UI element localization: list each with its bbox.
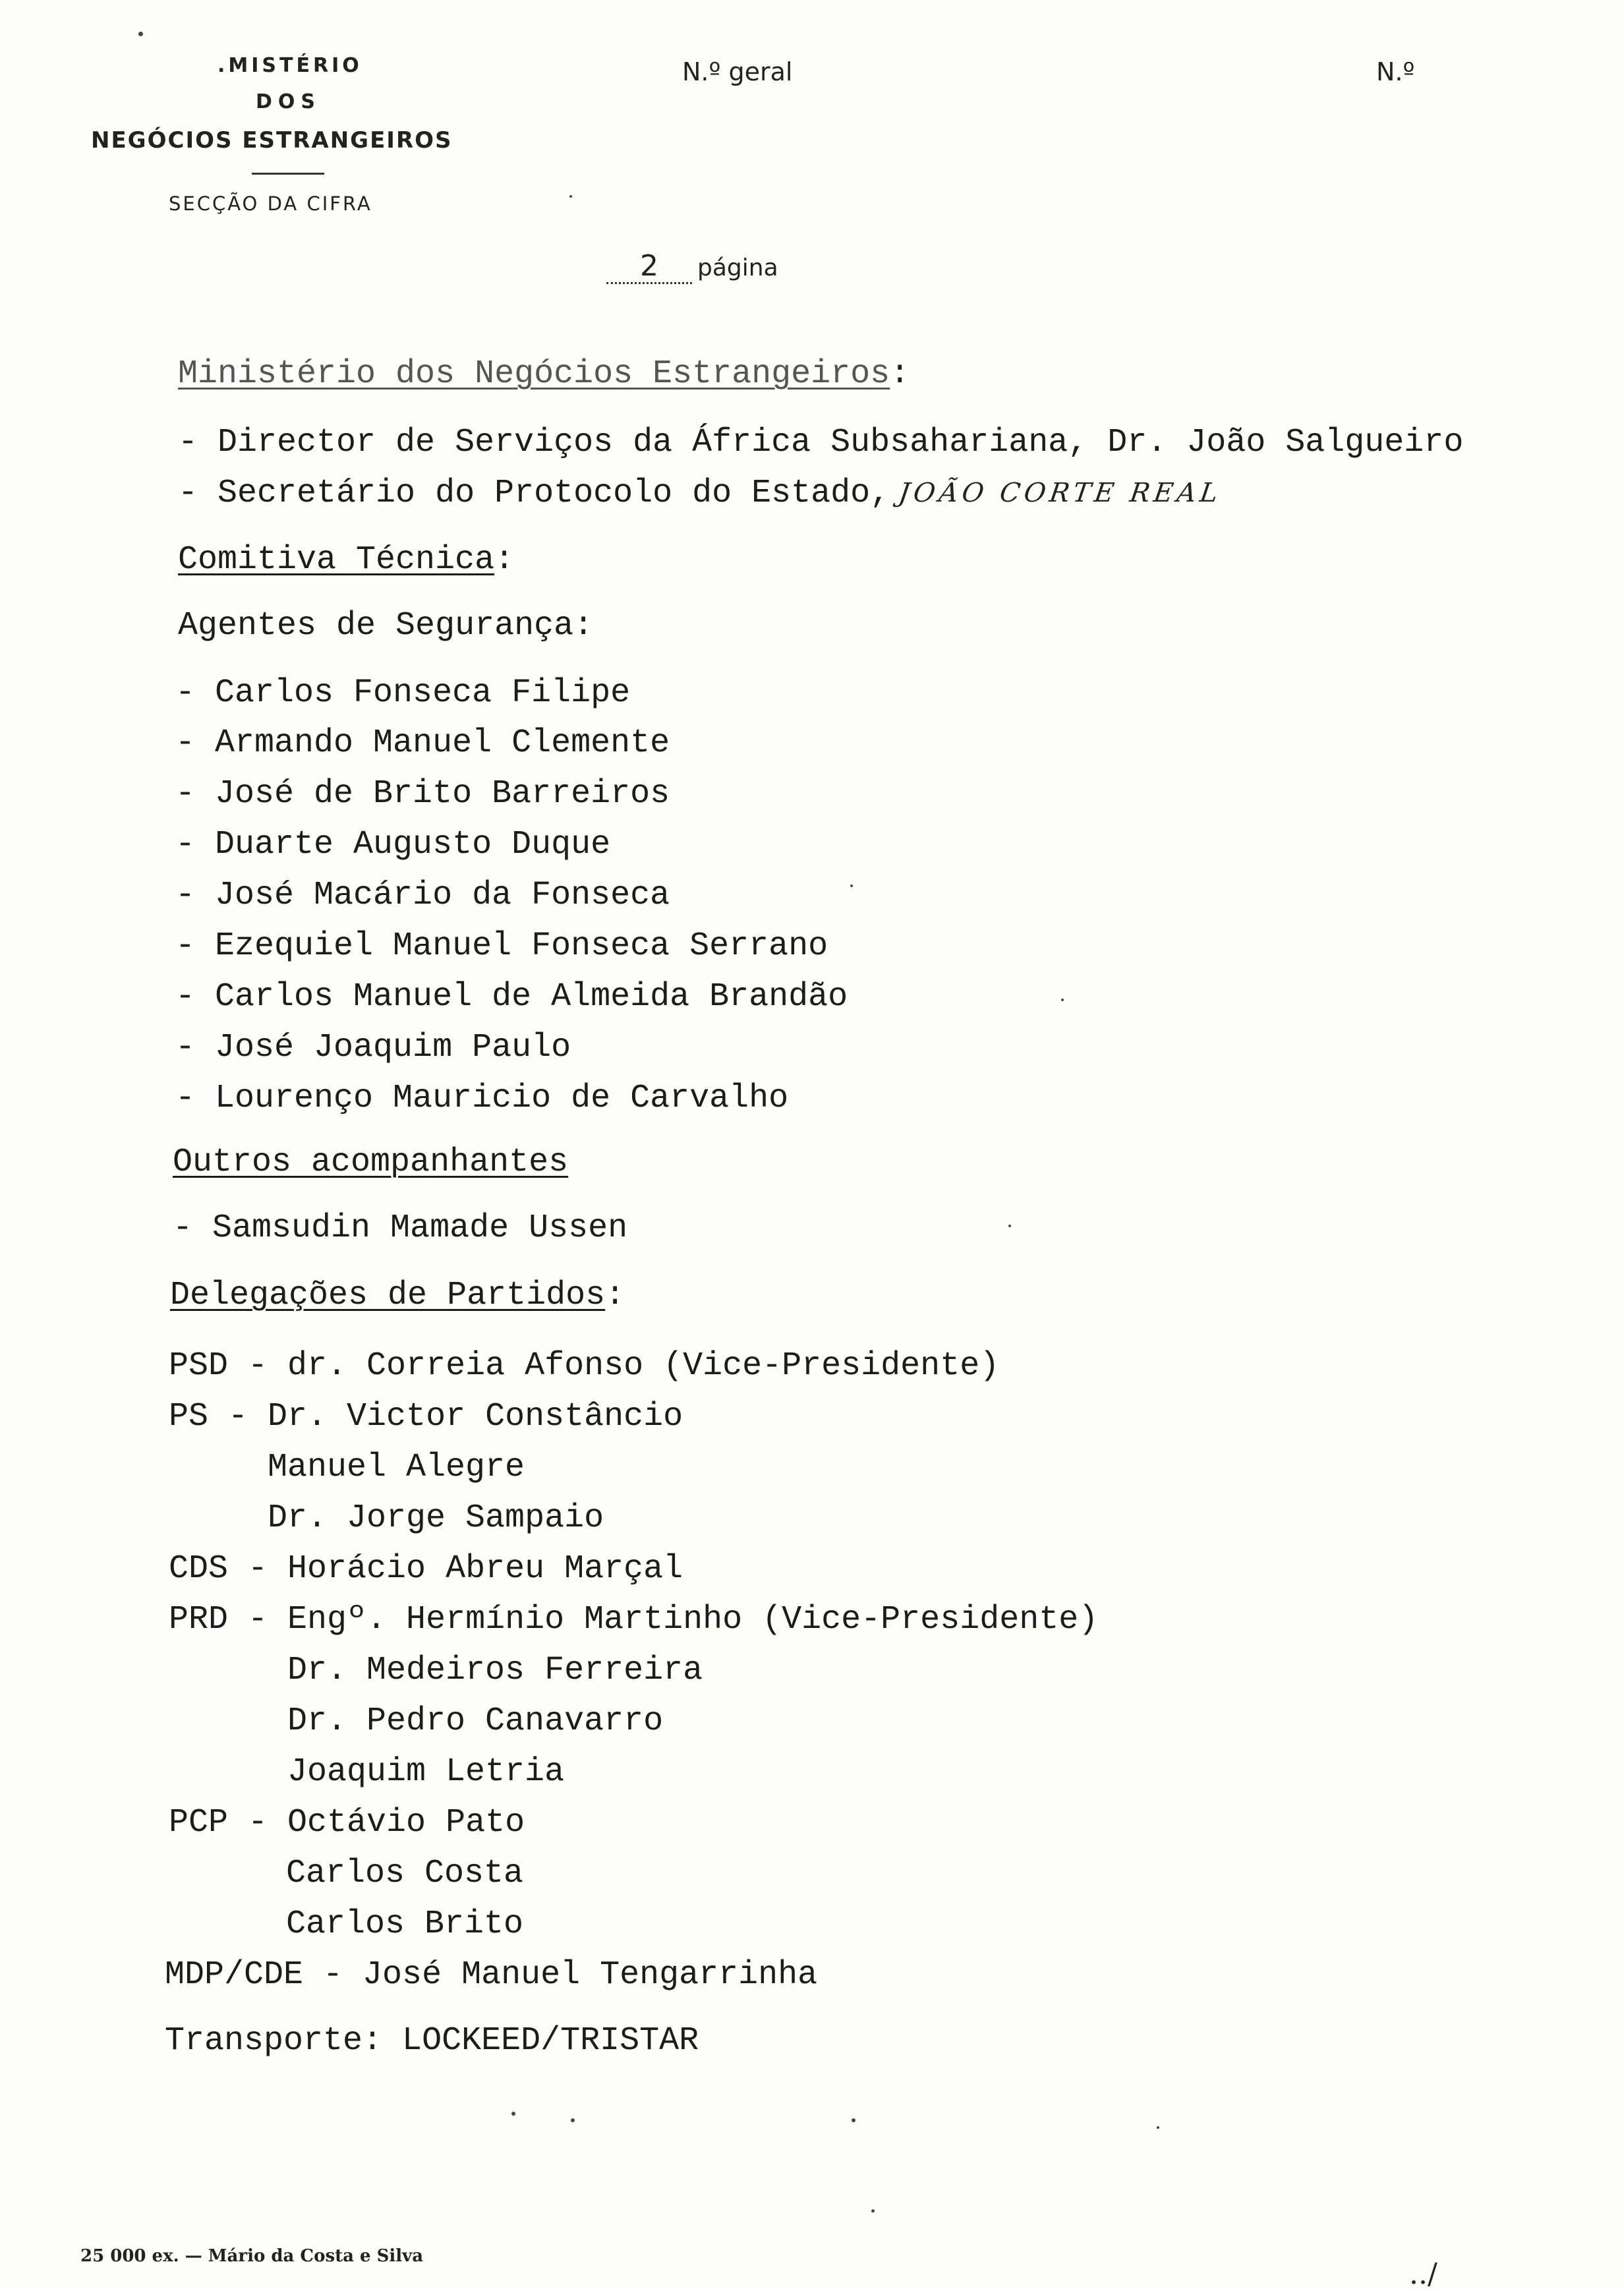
security-heading: Agentes de Segurança: xyxy=(178,607,594,645)
parties-heading-line: Delegações de Partidos: xyxy=(170,1277,625,1314)
letterhead-negocios: NEGÓCIOS ESTRANGEIROS xyxy=(91,127,453,154)
security-agent: - Duarte Augusto Duque xyxy=(175,826,611,863)
security-agent: - José Joaquim Paulo xyxy=(175,1029,571,1066)
scan-speck xyxy=(850,884,853,887)
letterhead-dos: DOS xyxy=(256,90,322,113)
party-line: Carlos Costa xyxy=(286,1855,524,1892)
handwritten-name: JOÃO CORTE REAL xyxy=(896,478,1224,508)
numero-label: N.º xyxy=(1376,57,1415,86)
printer-footer: 25 000 ex. — Mário da Costa e Silva xyxy=(80,2246,424,2266)
party-line: Dr. Jorge Sampaio xyxy=(268,1499,604,1537)
others-heading: Outros acompanhantes xyxy=(173,1144,569,1181)
ministry-member-line xyxy=(178,473,1222,513)
party-line: Dr. Pedro Canavarro xyxy=(287,1702,664,1740)
continuation-mark: ../ xyxy=(1409,2257,1437,2291)
scan-speck xyxy=(1061,999,1064,1001)
scan-speck xyxy=(1008,1225,1011,1227)
numero-geral-label: N.º geral xyxy=(682,57,793,86)
transport-line: Transporte: LOCKEED/TRISTAR xyxy=(165,2022,699,2060)
security-agent: - Carlos Fonseca Filipe xyxy=(175,674,631,712)
others-heading-line xyxy=(173,1143,568,1182)
ministry-heading-line: Ministério dos Negócios Estrangeiros: xyxy=(178,355,910,393)
party-line: MDP/CDE - José Manuel Tengarrinha xyxy=(165,1956,818,1994)
party-line: CDS - Horácio Abreu Marçal xyxy=(169,1550,683,1588)
parties-heading: Delegações de Partidos xyxy=(170,1277,606,1314)
scan-speck xyxy=(852,2118,856,2122)
scan-speck xyxy=(511,2112,515,2116)
scan-speck xyxy=(871,2209,875,2213)
party-line: Carlos Brito xyxy=(286,1905,524,1943)
page-indicator xyxy=(606,250,778,284)
letterhead-rule xyxy=(252,173,324,175)
party-line: Manuel Alegre xyxy=(268,1449,525,1486)
page-number: 2 xyxy=(606,250,692,284)
security-agent: - Carlos Manuel de Almeida Brandão xyxy=(175,978,848,1016)
scan-speck xyxy=(571,2118,575,2122)
letterhead-seccao: SECÇÃO DA CIFRA xyxy=(169,192,372,215)
technical-heading: Comitiva Técnica xyxy=(178,541,495,579)
page-label: página xyxy=(697,254,778,281)
scan-speck xyxy=(1157,2126,1159,2129)
other-companion: - Samsudin Mamade Ussen xyxy=(173,1209,628,1247)
party-line: Joaquim Letria xyxy=(287,1753,565,1791)
party-line: PS - Dr. Victor Constâncio xyxy=(169,1398,683,1436)
security-agent: - Ezequiel Manuel Fonseca Serrano xyxy=(175,927,828,965)
ministry-member: - Secretário do Protocolo do Estado, xyxy=(178,475,890,512)
security-agent: - Armando Manuel Clemente xyxy=(175,724,670,762)
security-agent: - Lourenço Mauricio de Carvalho xyxy=(175,1080,789,1117)
party-line: PRD - Engº. Hermínio Martinho (Vice-Presidente) xyxy=(169,1601,1099,1638)
scan-speck xyxy=(569,195,572,198)
security-agent: - José de Brito Barreiros xyxy=(175,775,670,813)
ministry-heading: Ministério dos Negócios Estrangeiros xyxy=(178,355,890,393)
scan-speck xyxy=(138,32,143,36)
party-line: PCP - Octávio Pato xyxy=(169,1804,525,1842)
technical-heading-line: Comitiva Técnica: xyxy=(178,541,515,579)
ministry-member: - Director de Serviços da África Subsahariana, Dr. João Salgueiro xyxy=(178,424,1464,461)
letterhead-ministerio: .MISTÉRIO xyxy=(218,54,362,77)
party-line: Dr. Medeiros Ferreira xyxy=(287,1652,703,1689)
security-agent: - José Macário da Fonseca xyxy=(175,877,670,914)
party-line: PSD - dr. Correia Afonso (Vice-Presidente) xyxy=(169,1347,1000,1385)
